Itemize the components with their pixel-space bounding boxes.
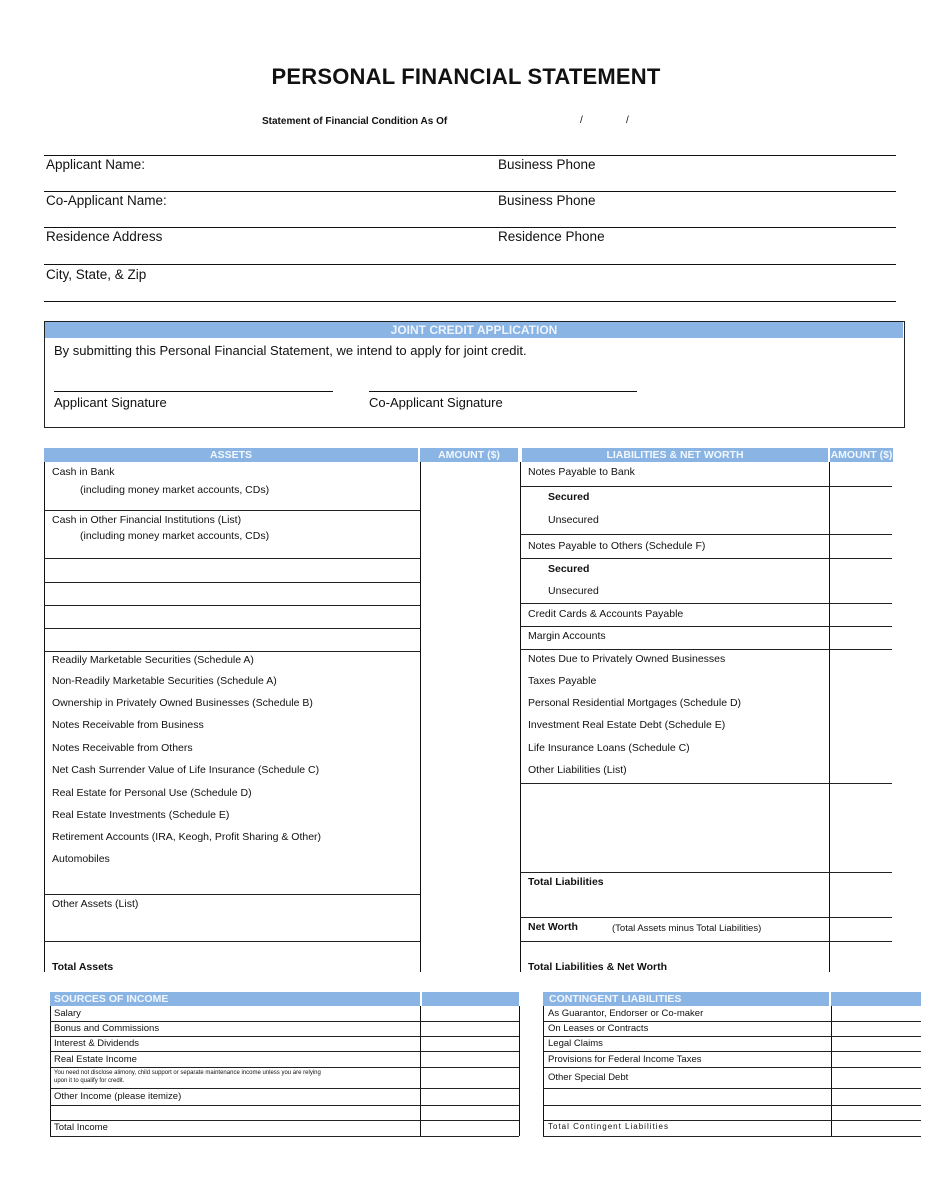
net-worth-note: (Total Assets minus Total Liabilities) [612, 923, 762, 934]
joint-credit-heading: JOINT CREDIT APPLICATION [45, 322, 903, 338]
asset-label: Retirement Accounts (IRA, Keogh, Profit Sharing & Other) [52, 831, 322, 843]
asset-sublabel: (including money market accounts, CDs) [80, 484, 270, 496]
co-applicant-name-field[interactable] [44, 227, 896, 228]
liability-label: Notes Payable to Others (Schedule F) [528, 540, 706, 552]
asset-label: Automobiles [52, 853, 110, 865]
city-state-zip-label: City, State, & Zip [46, 267, 147, 282]
income-note: upon it to qualify for credit. [54, 1078, 125, 1084]
asset-label: Real Estate Investments (Schedule E) [52, 809, 230, 821]
asset-label: Ownership in Privately Owned Businesses (Schedule B) [52, 697, 313, 709]
business-phone-label: Business Phone [498, 157, 596, 172]
total-liabilities-label: Total Liabilities [528, 876, 604, 888]
income-label: Interest & Dividends [54, 1038, 140, 1049]
date-separator: / [626, 115, 629, 126]
total-contingent-label: Total Contingent Liabilities [548, 1122, 669, 1131]
joint-credit-statement: By submitting this Personal Financial Statement, we intend to apply for joint credit. [54, 343, 527, 358]
amount-header: AMOUNT ($) [420, 448, 518, 462]
asset-label: Real Estate for Personal Use (Schedule D) [52, 787, 252, 799]
asset-label: Notes Receivable from Business [52, 719, 204, 731]
liabilities-header: LIABILITIES & NET WORTH [522, 448, 828, 462]
total-assets-label: Total Assets [52, 961, 114, 973]
income-amount-header [422, 992, 519, 1006]
applicant-signature-field[interactable] [54, 391, 333, 392]
contingent-label: On Leases or Contracts [548, 1023, 649, 1034]
applicant-name-label: Applicant Name: [46, 157, 146, 172]
divider [44, 155, 896, 156]
total-income-label: Total Income [54, 1122, 108, 1133]
statement-date-label: Statement of Financial Condition As Of [262, 116, 448, 127]
liability-label: Notes Due to Privately Owned Businesses [528, 653, 726, 665]
income-label: Other Income (please itemize) [54, 1091, 182, 1102]
liability-sublabel: Secured [548, 491, 590, 503]
contingent-label: Legal Claims [548, 1038, 603, 1049]
asset-label: Net Cash Surrender Value of Life Insurance (Schedule C) [52, 764, 320, 776]
assets-header: ASSETS [44, 448, 418, 462]
income-label: Salary [54, 1008, 81, 1019]
liability-label: Credit Cards & Accounts Payable [528, 608, 684, 620]
asset-label: Cash in Bank [52, 466, 115, 478]
net-worth-label: Net Worth [528, 921, 578, 933]
liability-label: Notes Payable to Bank [528, 466, 635, 478]
residence-address-label: Residence Address [46, 229, 163, 244]
residence-address-field[interactable] [44, 264, 896, 265]
co-applicant-name-label: Co-Applicant Name: [46, 193, 167, 208]
contingent-header: CONTINGENT LIABILITIES [543, 992, 829, 1006]
date-separator: / [580, 115, 583, 126]
income-label: Real Estate Income [54, 1054, 137, 1065]
liability-label: Life Insurance Loans (Schedule C) [528, 742, 690, 754]
contingent-label: As Guarantor, Endorser or Co-maker [548, 1008, 704, 1019]
liability-label: Taxes Payable [528, 675, 597, 687]
liability-label: Margin Accounts [528, 630, 606, 642]
co-applicant-signature-field[interactable] [369, 391, 637, 392]
amount-header: AMOUNT ($) [830, 449, 893, 461]
asset-sublabel: (including money market accounts, CDs) [80, 530, 270, 542]
liability-sublabel: Secured [548, 563, 590, 575]
co-applicant-signature-label: Co-Applicant Signature [369, 395, 503, 410]
asset-label: Readily Marketable Securities (Schedule A) [52, 654, 254, 666]
liability-sublabel: Unsecured [548, 585, 599, 597]
city-state-zip-field[interactable] [44, 301, 896, 302]
income-note: You need not disclose alimony, child support or separate maintenance income unless you are relying [54, 1070, 321, 1076]
total-liab-net-worth-label: Total Liabilities & Net Worth [528, 961, 668, 973]
liability-label: Personal Residential Mortgages (Schedule D) [528, 697, 742, 709]
business-phone-label: Business Phone [498, 193, 596, 208]
page-title: PERSONAL FINANCIAL STATEMENT [271, 64, 661, 89]
income-label: Bonus and Commissions [54, 1023, 160, 1034]
income-header: SOURCES OF INCOME [50, 992, 420, 1006]
liability-label: Other Liabilities (List) [528, 764, 627, 776]
liability-label: Investment Real Estate Debt (Schedule E) [528, 719, 726, 731]
joint-credit-box [44, 321, 905, 428]
asset-label: Cash in Other Financial Institutions (List) [52, 514, 242, 526]
asset-label: Notes Receivable from Others [52, 742, 193, 754]
applicant-name-field[interactable] [44, 191, 896, 192]
liability-sublabel: Unsecured [548, 514, 599, 526]
contingent-amount-header [831, 992, 921, 1006]
contingent-label: Provisions for Federal Income Taxes [548, 1054, 702, 1065]
asset-label: Non-Readily Marketable Securities (Schedule A) [52, 675, 277, 687]
residence-phone-label: Residence Phone [498, 229, 605, 244]
asset-label: Other Assets (List) [52, 898, 139, 910]
applicant-signature-label: Applicant Signature [54, 395, 167, 410]
contingent-label: Other Special Debt [548, 1072, 629, 1083]
